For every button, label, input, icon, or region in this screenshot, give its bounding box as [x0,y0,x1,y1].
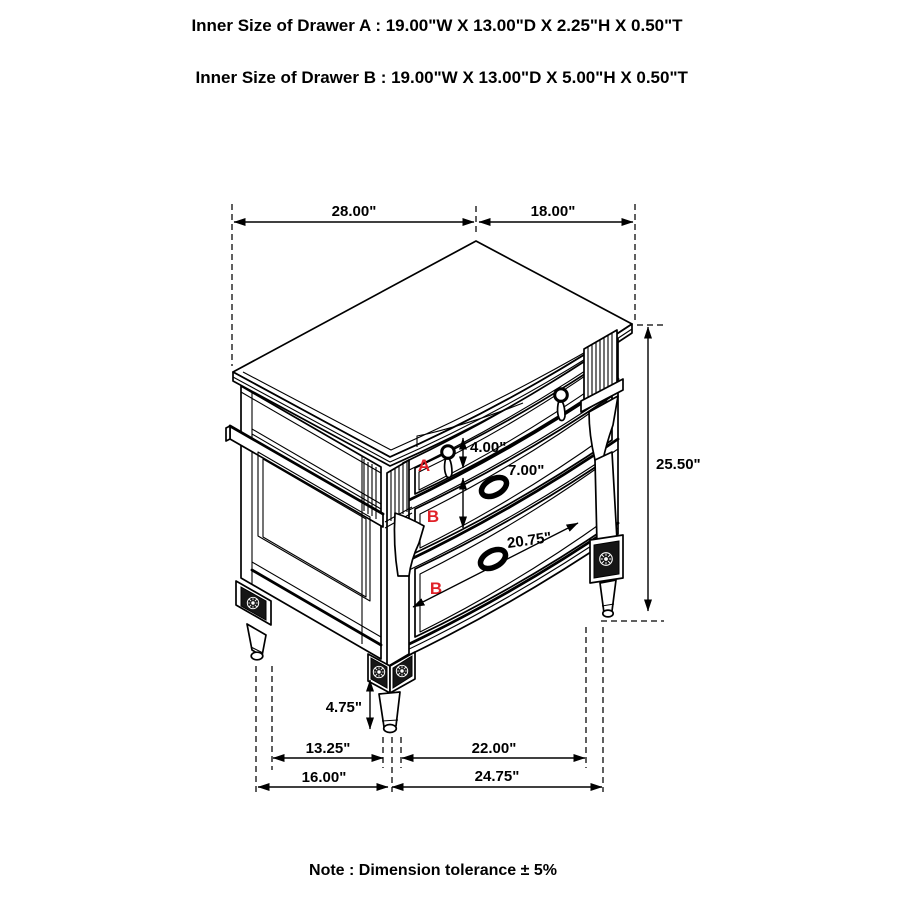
left-leg [247,624,266,656]
front-leg [379,692,400,727]
dim-drawer-a-height: 4.00" [470,439,507,456]
nightstand-illustration [226,241,632,733]
dim-side-leg-outer: 16.00" [301,769,347,786]
dim-front-leg-inner: 22.00" [471,740,517,757]
dim-side-leg-inner: 13.25" [305,740,351,757]
drawer-a-inner-size: Inner Size of Drawer A : 19.00"W X 13.00"D X 2.25"H X 0.50"T [191,16,683,35]
dim-front-leg-outer: 24.75" [474,768,520,785]
tolerance-note: Note : Dimension tolerance ± 5% [309,862,557,879]
drawer-label-b-middle: B [426,507,440,526]
drawer-label-a: A [417,456,431,475]
dim-drawer-width: 20.75" [506,529,553,553]
dim-leg-height: 4.75" [325,699,362,716]
drawer-label-b-bottom: B [429,579,443,598]
drawer-b-inner-size: Inner Size of Drawer B : 19.00"W X 13.00"D X 5.00"H X 0.50"T [195,68,688,87]
dim-top-depth: 18.00" [530,203,576,220]
right-leg [600,580,616,613]
dim-overall-height: 25.50" [656,456,701,473]
dim-top-width: 28.00" [331,203,377,220]
dim-drawer-b-height: 7.00" [508,462,545,479]
